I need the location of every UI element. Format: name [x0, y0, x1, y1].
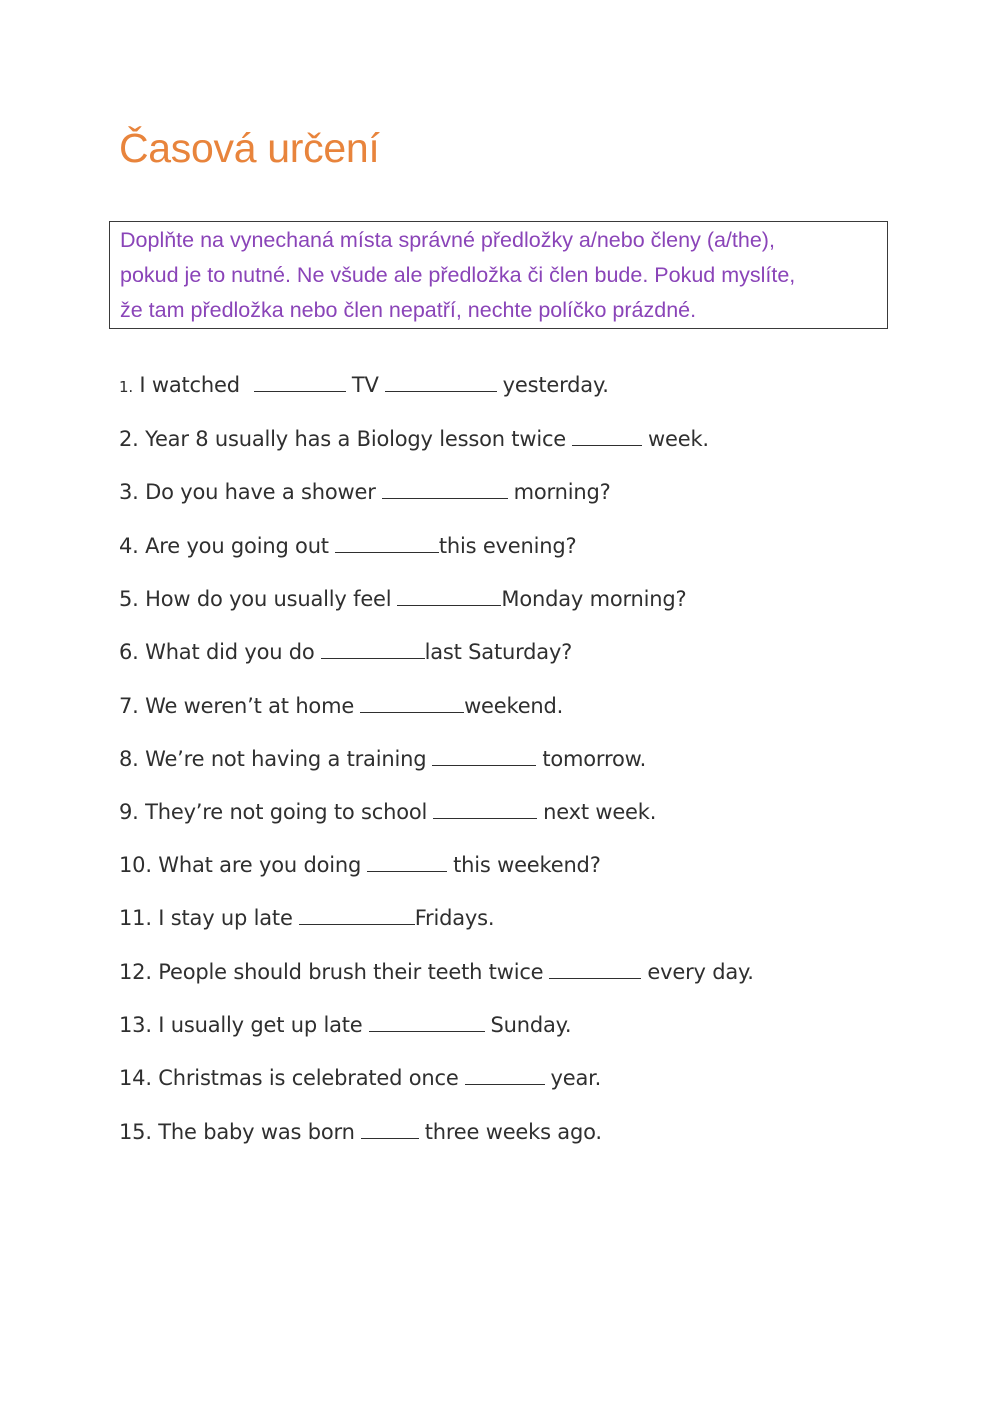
- exercise-number: 4.: [119, 534, 139, 558]
- instruction-line: že tam předložka nebo člen nepatří, nechte políčko prázdné.: [120, 298, 697, 322]
- exercise-number: 12.: [119, 960, 152, 984]
- exercise-text: Christmas is celebrated once: [158, 1066, 459, 1090]
- exercise-text: People should brush their teeth twice: [158, 960, 544, 984]
- exercise-number: 14.: [119, 1066, 152, 1090]
- answer-blank[interactable]: [369, 1010, 485, 1032]
- answer-blank[interactable]: [382, 477, 508, 499]
- exercise-text: morning?: [513, 480, 611, 504]
- exercise-text: week.: [648, 427, 709, 451]
- answer-blank[interactable]: [367, 850, 447, 872]
- exercise-text: TV: [351, 373, 379, 397]
- exercise-item: [119, 1117, 602, 1146]
- exercise-text: Fridays.: [414, 906, 495, 930]
- exercise-number: 2.: [119, 427, 139, 451]
- exercise-text: tomorrow.: [542, 747, 647, 771]
- exercise-text: We’re not having a training: [145, 747, 427, 771]
- exercise-text: How do you usually feel: [145, 587, 392, 611]
- answer-blank[interactable]: [361, 1117, 419, 1139]
- answer-blank[interactable]: [465, 1063, 545, 1085]
- exercise-text: We weren’t at home: [145, 694, 355, 718]
- exercise-text: this evening?: [438, 534, 577, 558]
- exercise-number: 9.: [119, 800, 139, 824]
- exercise-text: next week.: [543, 800, 657, 824]
- exercise-item: [119, 370, 609, 401]
- answer-blank[interactable]: [254, 370, 346, 392]
- exercise-text: Do you have a shower: [145, 480, 376, 504]
- exercise-item: [119, 584, 686, 613]
- exercise-text: yesterday.: [502, 373, 609, 397]
- exercise-text: Are you going out: [145, 534, 329, 558]
- instruction-line: pokud je to nutné. Ne všude ale předložka či člen bude. Pokud myslíte,: [120, 263, 796, 287]
- exercise-number: 13.: [119, 1013, 152, 1037]
- exercise-item: [119, 1063, 601, 1092]
- page-title: Časová určení: [119, 125, 380, 171]
- answer-blank[interactable]: [549, 957, 641, 979]
- exercise-item: [119, 424, 709, 453]
- exercise-number: 11.: [119, 906, 152, 930]
- exercise-text: I watched: [139, 373, 240, 397]
- exercise-text: Year 8 usually has a Biology lesson twice: [145, 427, 567, 451]
- exercise-item: [119, 957, 754, 986]
- exercise-number: 15.: [119, 1120, 152, 1144]
- exercise-number: 1.: [119, 378, 133, 396]
- answer-blank[interactable]: [321, 637, 425, 659]
- exercise-text: year.: [550, 1066, 602, 1090]
- exercise-item: [119, 1010, 571, 1039]
- answer-blank[interactable]: [299, 903, 415, 925]
- exercise-text: I usually get up late: [158, 1013, 363, 1037]
- exercise-item: [119, 797, 656, 826]
- answer-blank[interactable]: [433, 797, 537, 819]
- answer-blank[interactable]: [335, 531, 439, 553]
- answer-blank[interactable]: [360, 691, 464, 713]
- exercise-item: [119, 903, 494, 932]
- exercise-text: weekend.: [464, 694, 564, 718]
- exercise-number: 8.: [119, 747, 139, 771]
- exercise-number: 7.: [119, 694, 139, 718]
- instruction-line: Doplňte na vynechaná místa správné předložky a/nebo členy (a/the),: [120, 228, 775, 252]
- exercise-number: 10.: [119, 853, 152, 877]
- answer-blank[interactable]: [397, 584, 501, 606]
- exercise-item: [119, 691, 563, 720]
- exercise-text: They’re not going to school: [145, 800, 428, 824]
- exercise-text: this weekend?: [453, 853, 601, 877]
- exercise-item: [119, 744, 646, 773]
- exercise-number: 3.: [119, 480, 139, 504]
- exercise-text: three weeks ago.: [424, 1120, 602, 1144]
- exercise-item: [119, 850, 601, 879]
- exercise-text: last Saturday?: [424, 640, 573, 664]
- exercise-text: The baby was born: [158, 1120, 355, 1144]
- exercise-number: 6.: [119, 640, 139, 664]
- exercise-text: I stay up late: [158, 906, 293, 930]
- exercise-item: [119, 637, 572, 666]
- exercise-text: Sunday.: [490, 1013, 572, 1037]
- exercise-item: [119, 477, 611, 506]
- answer-blank[interactable]: [572, 424, 642, 446]
- exercise-text: What did you do: [145, 640, 315, 664]
- exercise-text: What are you doing: [158, 853, 362, 877]
- exercise-text: Monday morning?: [501, 587, 687, 611]
- exercise-item: [119, 531, 576, 560]
- exercise-text: every day.: [647, 960, 754, 984]
- answer-blank[interactable]: [432, 744, 536, 766]
- exercise-number: 5.: [119, 587, 139, 611]
- answer-blank[interactable]: [385, 370, 497, 392]
